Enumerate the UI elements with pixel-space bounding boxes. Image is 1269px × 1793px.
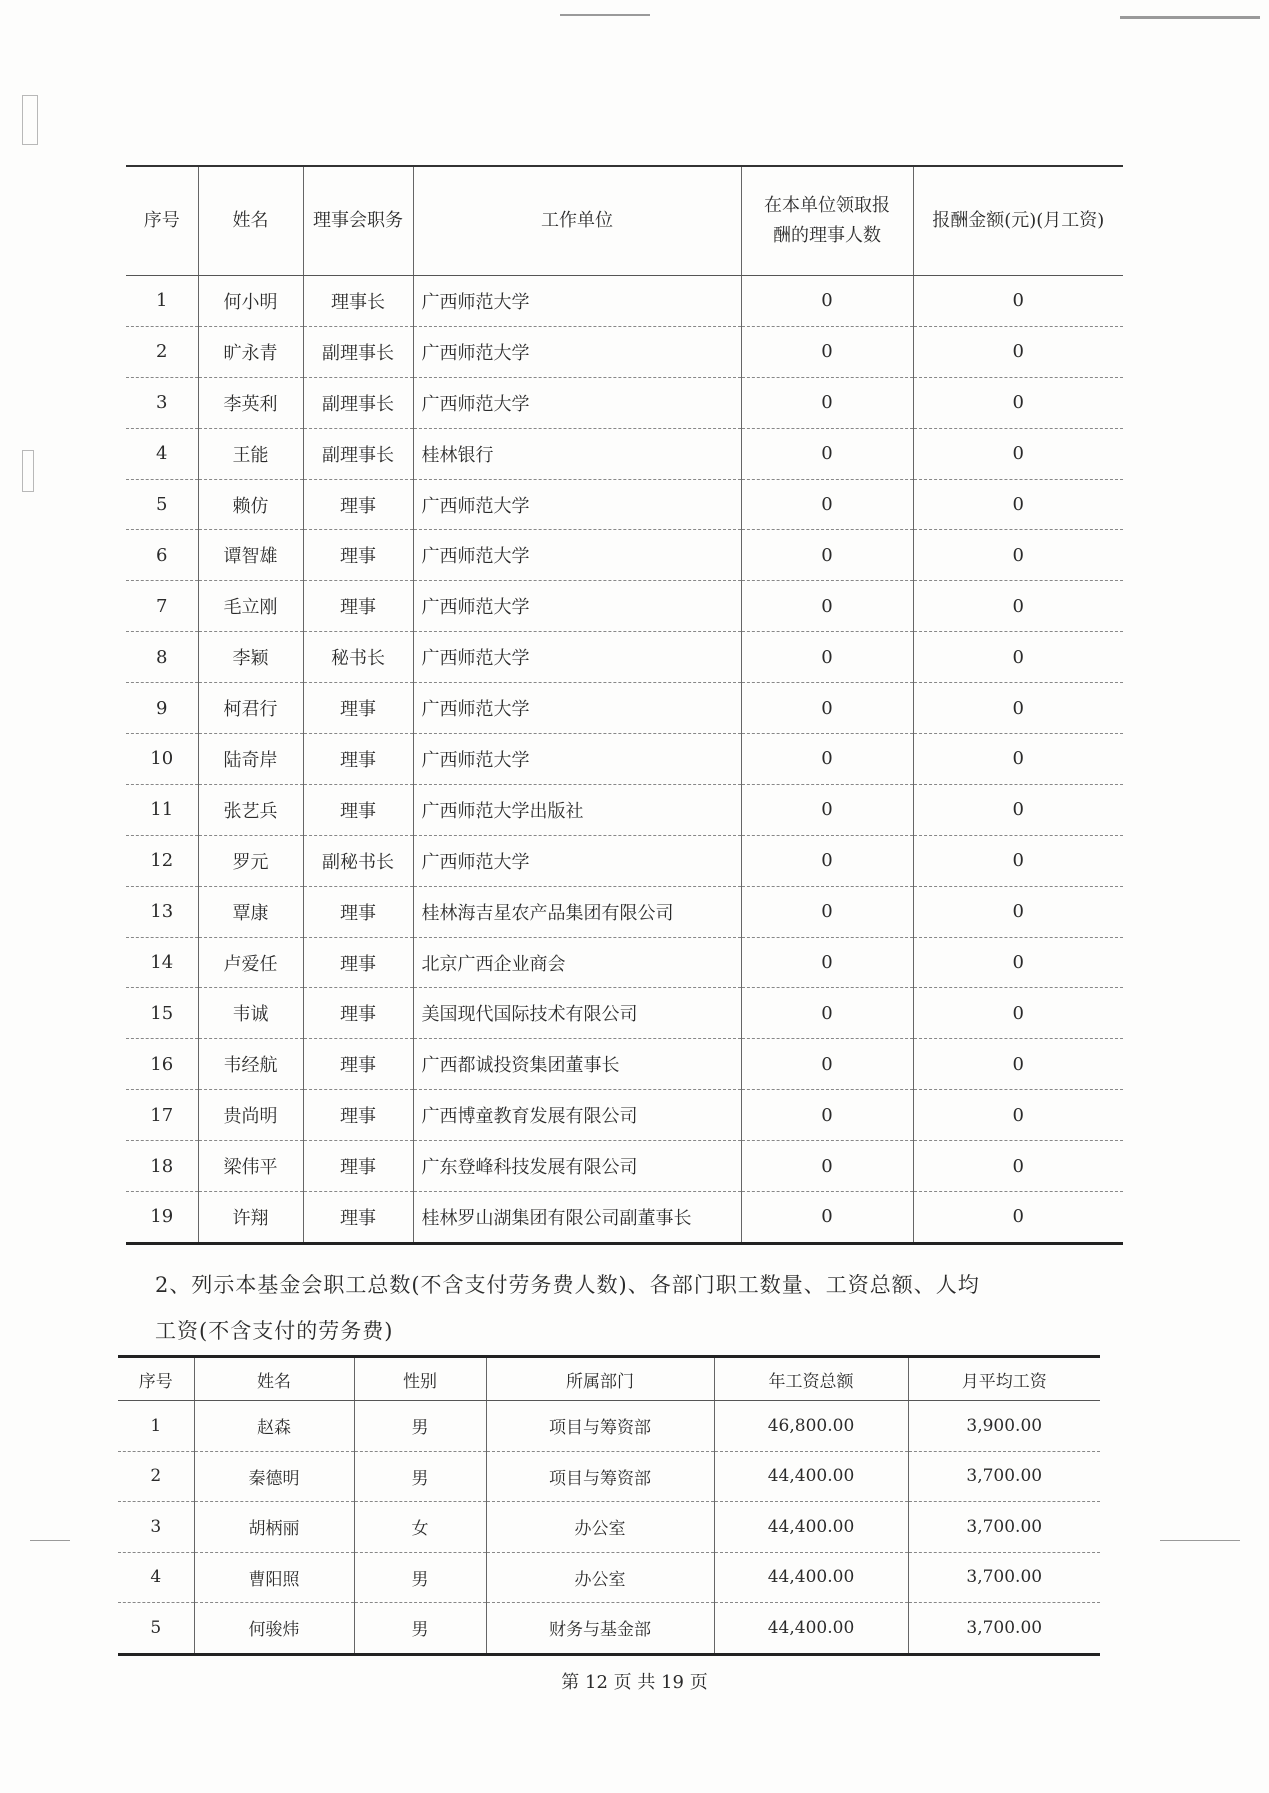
cell-no: 4	[126, 428, 198, 479]
header-no: 序号	[126, 166, 198, 276]
cell-paid: 0	[741, 276, 913, 327]
table-row	[126, 479, 1123, 530]
cell-paid: 0	[741, 1090, 913, 1141]
cell-dept: 办公室	[486, 1552, 714, 1603]
cell-position: 理事	[303, 1141, 413, 1192]
cell-amount: 0	[913, 886, 1123, 937]
cell-amount: 0	[913, 1141, 1123, 1192]
cell-no: 19	[126, 1192, 198, 1244]
header-paid-count-line2: 酬的理事人数	[773, 225, 881, 246]
cell-name: 贵尚明	[198, 1090, 303, 1141]
table-row	[126, 1039, 1123, 1090]
cell-no: 8	[126, 632, 198, 683]
cell-unit: 广西师范大学	[413, 530, 741, 581]
cell-amount: 0	[913, 835, 1123, 886]
table-row	[126, 988, 1123, 1039]
cell-dept: 办公室	[486, 1502, 714, 1553]
cell-name: 卢爱任	[198, 937, 303, 988]
table-header-row	[126, 166, 1123, 276]
cell-name: 梁伟平	[198, 1141, 303, 1192]
cell-name: 韦经航	[198, 1039, 303, 1090]
table-row	[126, 1192, 1123, 1244]
cell-no: 5	[126, 479, 198, 530]
cell-no: 16	[126, 1039, 198, 1090]
cell-name: 谭智雄	[198, 530, 303, 581]
cell-unit: 广西师范大学	[413, 683, 741, 734]
table-header-row	[118, 1357, 1100, 1401]
cell-amount: 0	[913, 1192, 1123, 1244]
scan-mark-left-2	[22, 450, 34, 492]
cell-name: 何小明	[198, 276, 303, 327]
table-row	[126, 377, 1123, 428]
cell-annual: 44,400.00	[714, 1451, 908, 1502]
cell-annual: 44,400.00	[714, 1502, 908, 1553]
table-row	[118, 1451, 1100, 1502]
table-row	[126, 530, 1123, 581]
cell-paid: 0	[741, 632, 913, 683]
cell-no: 17	[126, 1090, 198, 1141]
table-row	[126, 784, 1123, 835]
cell-no: 15	[126, 988, 198, 1039]
table-row	[126, 1090, 1123, 1141]
cell-name: 柯君行	[198, 683, 303, 734]
cell-no: 18	[126, 1141, 198, 1192]
cell-amount: 0	[913, 377, 1123, 428]
cell-name: 赖仿	[198, 479, 303, 530]
cell-position: 理事	[303, 1090, 413, 1141]
table-row	[118, 1552, 1100, 1603]
cell-name: 赵森	[194, 1401, 354, 1452]
header-monthly-salary: 月平均工资	[908, 1357, 1100, 1401]
cell-paid: 0	[741, 835, 913, 886]
section2-line2: 工资(不含支付的劳务费)	[155, 1319, 394, 1343]
cell-paid: 0	[741, 377, 913, 428]
cell-amount: 0	[913, 326, 1123, 377]
cell-paid: 0	[741, 581, 913, 632]
cell-unit: 广西师范大学	[413, 377, 741, 428]
cell-paid: 0	[741, 326, 913, 377]
scan-mark-right	[1160, 1540, 1240, 1541]
cell-amount: 0	[913, 276, 1123, 327]
cell-name: 何骏炜	[194, 1603, 354, 1655]
board-compensation-table	[126, 165, 1123, 1245]
cell-amount: 0	[913, 1090, 1123, 1141]
cell-position: 理事	[303, 886, 413, 937]
cell-unit: 广东登峰科技发展有限公司	[413, 1141, 741, 1192]
table-row	[126, 886, 1123, 937]
cell-gender: 女	[354, 1502, 486, 1553]
cell-position: 副理事长	[303, 377, 413, 428]
cell-monthly: 3,900.00	[908, 1401, 1100, 1452]
cell-paid: 0	[741, 937, 913, 988]
cell-monthly: 3,700.00	[908, 1552, 1100, 1603]
cell-position: 副理事长	[303, 326, 413, 377]
cell-unit: 广西师范大学	[413, 835, 741, 886]
cell-name: 毛立刚	[198, 581, 303, 632]
cell-name: 秦德明	[194, 1451, 354, 1502]
cell-no: 10	[126, 734, 198, 785]
cell-name: 王能	[198, 428, 303, 479]
cell-annual: 44,400.00	[714, 1552, 908, 1603]
cell-name: 韦诚	[198, 988, 303, 1039]
cell-no: 4	[118, 1552, 194, 1603]
cell-name: 张艺兵	[198, 784, 303, 835]
cell-name: 罗元	[198, 835, 303, 886]
cell-dept: 项目与筹资部	[486, 1451, 714, 1502]
table-row	[126, 428, 1123, 479]
cell-no: 6	[126, 530, 198, 581]
cell-unit: 桂林银行	[413, 428, 741, 479]
cell-position: 理事	[303, 734, 413, 785]
cell-unit: 广西师范大学出版社	[413, 784, 741, 835]
cell-name: 李颖	[198, 632, 303, 683]
cell-monthly: 3,700.00	[966, 1617, 1043, 1638]
table-row	[126, 1141, 1123, 1192]
table-row	[126, 937, 1123, 988]
cell-unit: 北京广西企业商会	[413, 937, 741, 988]
cell-amount: 0	[913, 784, 1123, 835]
cell-no: 3	[118, 1502, 194, 1553]
cell-position: 理事	[303, 937, 413, 988]
table-row	[126, 276, 1123, 327]
cell-unit: 广西师范大学	[413, 581, 741, 632]
cell-paid: 0	[741, 479, 913, 530]
cell-no: 1	[126, 276, 198, 327]
cell-unit: 桂林罗山湖集团有限公司副董事长	[413, 1192, 741, 1244]
cell-name: 陆奇岸	[198, 734, 303, 785]
scan-mark-top	[560, 14, 650, 16]
cell-no: 11	[126, 784, 198, 835]
cell-annual: 46,800.00	[714, 1401, 908, 1452]
table-row	[118, 1401, 1100, 1452]
header-no: 序号	[118, 1357, 194, 1401]
cell-position: 理事	[303, 581, 413, 632]
cell-amount: 0	[913, 683, 1123, 734]
cell-name: 胡柄丽	[194, 1502, 354, 1553]
cell-name: 曹阳照	[194, 1552, 354, 1603]
cell-monthly: 3,700.00	[908, 1451, 1100, 1502]
scan-mark-top-right	[1120, 16, 1260, 19]
cell-no: 5	[118, 1603, 194, 1655]
cell-no: 2	[126, 326, 198, 377]
cell-amount: 0	[913, 734, 1123, 785]
header-paid-count-line1: 在本单位领取报	[764, 195, 890, 216]
scan-mark-left	[22, 95, 38, 145]
cell-no: 12	[126, 835, 198, 886]
cell-unit: 广西师范大学	[413, 734, 741, 785]
cell-amount: 0	[913, 988, 1123, 1039]
cell-no: 2	[118, 1451, 194, 1502]
cell-unit: 桂林海吉星农产品集团有限公司	[413, 886, 741, 937]
cell-unit: 美国现代国际技术有限公司	[413, 988, 741, 1039]
table-row	[118, 1502, 1100, 1553]
cell-position: 理事	[303, 988, 413, 1039]
cell-position: 理事	[303, 479, 413, 530]
cell-gender: 男	[354, 1552, 486, 1603]
cell-no: 3	[126, 377, 198, 428]
cell-paid: 0	[741, 784, 913, 835]
cell-unit: 广西博童教育发展有限公司	[413, 1090, 741, 1141]
cell-unit: 广西师范大学	[413, 632, 741, 683]
cell-position: 理事长	[303, 276, 413, 327]
cell-dept: 财务与基金部	[486, 1603, 714, 1655]
header-position: 理事会职务	[303, 166, 413, 276]
cell-position: 理事	[303, 530, 413, 581]
header-paid-count	[741, 166, 913, 276]
cell-paid: 0	[741, 734, 913, 785]
page-number: 第 12 页 共 19 页	[561, 1672, 708, 1693]
scan-mark-left-3	[30, 1540, 70, 1541]
cell-unit: 广西师范大学	[413, 276, 741, 327]
cell-no: 9	[126, 683, 198, 734]
header-name: 姓名	[194, 1357, 354, 1401]
cell-paid: 0	[741, 683, 913, 734]
header-name: 姓名	[198, 166, 303, 276]
table-row	[118, 1603, 1100, 1655]
header-unit: 工作单位	[413, 166, 741, 276]
cell-gender: 男	[354, 1401, 486, 1452]
cell-paid: 0	[741, 886, 913, 937]
cell-name: 许翔	[198, 1192, 303, 1244]
header-annual-salary: 年工资总额	[714, 1357, 908, 1401]
cell-no: 13	[126, 886, 198, 937]
cell-position: 秘书长	[303, 632, 413, 683]
cell-no: 14	[126, 937, 198, 988]
table-row	[126, 734, 1123, 785]
cell-amount: 0	[913, 479, 1123, 530]
cell-unit: 广西都诚投资集团董事长	[413, 1039, 741, 1090]
cell-paid: 0	[741, 1039, 913, 1090]
cell-name: 覃康	[198, 886, 303, 937]
cell-amount: 0	[913, 581, 1123, 632]
staff-salary-table	[118, 1355, 1100, 1656]
cell-amount: 0	[913, 1039, 1123, 1090]
cell-gender: 男	[354, 1603, 486, 1655]
cell-amount: 0	[913, 937, 1123, 988]
header-dept: 所属部门	[486, 1357, 714, 1401]
cell-no: 7	[126, 581, 198, 632]
cell-annual: 44,400.00	[714, 1603, 908, 1655]
cell-unit: 广西师范大学	[413, 479, 741, 530]
cell-position: 理事	[303, 1192, 413, 1244]
cell-name: 李英利	[198, 377, 303, 428]
header-gender: 性别	[354, 1357, 486, 1401]
cell-dept: 项目与筹资部	[486, 1401, 714, 1452]
cell-position: 副理事长	[303, 428, 413, 479]
table-row	[126, 581, 1123, 632]
cell-no: 1	[118, 1401, 194, 1452]
cell-unit: 广西师范大学	[413, 326, 741, 377]
table-row	[126, 683, 1123, 734]
cell-amount: 0	[913, 530, 1123, 581]
cell-position: 副秘书长	[303, 835, 413, 886]
table-row	[126, 326, 1123, 377]
cell-name: 旷永青	[198, 326, 303, 377]
cell-paid: 0	[741, 988, 913, 1039]
table-row	[126, 835, 1123, 886]
cell-amount: 0	[913, 428, 1123, 479]
header-amount: 报酬金额(元)(月工资)	[913, 166, 1123, 276]
section2-line1: 2、列示本基金会职工总数(不含支付劳务费人数)、各部门职工数量、工资总额、人均	[155, 1273, 980, 1297]
cell-paid: 0	[741, 428, 913, 479]
table-row	[126, 632, 1123, 683]
cell-paid: 0	[741, 1141, 913, 1192]
cell-paid: 0	[741, 1192, 913, 1244]
cell-position: 理事	[303, 683, 413, 734]
cell-gender: 男	[354, 1451, 486, 1502]
cell-amount: 0	[913, 632, 1123, 683]
cell-paid: 0	[741, 530, 913, 581]
cell-position: 理事	[303, 1039, 413, 1090]
cell-monthly: 3,700.00	[908, 1502, 1100, 1553]
cell-position: 理事	[303, 784, 413, 835]
